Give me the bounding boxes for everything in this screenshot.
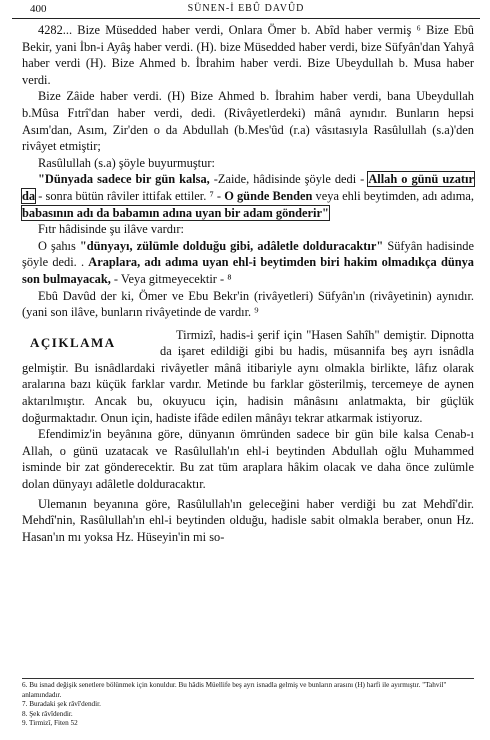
hadith-mid: -Zaide, hâdisinde şöyle dedi - — [209, 172, 369, 187]
paragraph-explanation-1: Tirmizî, hadis-i şerif için "Hasen Sahîh" demiştir. Dipnotta da işaret edildiği gibi bu hadis, müsannifa beş ayrı isnâdla gelmiştir. Bu isnâdlardaki rivâyetler mânâ itibariyle aynı olmakla birlikte, lâfız olarak aralarına bazı küçük farklar vardır. Metinde bu farklar gösterilmiş, tercemeye de aynen aktarılmıştır. Ancak bu, okuyucu için, hadisin mânâsını anlatmakta, bir güçlük doğurmaktadır. Onun için, hadiste ifâde edilen mânâyı tekrar atkarmak istiyoruz. — [22, 327, 474, 425]
running-head: SÜNEN-İ EBÛ DAVÛD — [187, 3, 305, 14]
paragraph-abu-dawud-note: Ebû Davûd der ki, Ömer ve Ebu Bekr'in (rivâyetleri) Süfyân'ın (rivâyetinin) aynıdır. (yani son ilâve, bunların rivâyetinde de vardır. ⁹ — [22, 288, 474, 320]
hadith-bold-1: "Dünyada sadece bir gün kalsa, — [38, 172, 210, 187]
footnote-8: 8. Şek râvîdendir. — [22, 709, 73, 718]
footnote-6: 6. Bu isnad değişik senetlere bölünmek için konuldur. Bu hâdis Müellife beş ayrı isnadla gelmiş ve bunların arasını (H) harfi ile ayırmıştır. "Tahvil" anlamındadır. — [22, 681, 447, 699]
page-body — [22, 22, 474, 545]
hadith-plain: veya ehli beytimden, adı adıma, — [312, 188, 474, 203]
page-header — [12, 2, 480, 19]
addition-plain-2: Süfyân hadisinde şöyle dedi. . — [22, 238, 474, 270]
footnotes — [22, 678, 474, 729]
paragraph-explanation-2: Efendimiz'in beyânına göre, dünyanın ömründen sadece bir gün bile kalsa Cenab-ı Allah, o günü uzatacak ve Rasûlullah'ın ehl-i beytinden Abdullah oğlu Muhammed isminde bir zat gönderecektir. Bu zat tüm araplara hâkim olacak ve daha önce zulümle dolan dünyayı adâletle dolduracaktır. — [22, 427, 474, 492]
page-number: 400 — [30, 3, 47, 15]
paragraph-hadith-text — [22, 171, 474, 221]
paragraph-explanation-3: Ulemanın beyanına göre, Rasûlullah'ın geleceğini haber verdiği bu zat Mehdî'dir. Mehdî'nin, Rasûlullah'ın ehl-i beytinden olduğu, hadisle sabit olmakla beraber, onun Hz. Hasan'ın mı yoksa Hz. Hüseyin'in mi so- — [22, 496, 474, 544]
addition-bold: "dünyayı, zülümle dolduğu gibi, adâletle dolduracaktır" — [79, 238, 384, 253]
hadith-after: - sonra bütün râviler ittifak ettiler. ⁷ - — [35, 188, 225, 203]
hadith-bold-3: O günde Benden — [224, 188, 313, 203]
paragraph-prophet-said: Rasûlullah (s.a) şöyle buyurmuştur: — [38, 155, 215, 170]
paragraph-hadith-chain-2: Bize Zâide haber verdi. (H) Bize Ahmed b. İbrahim haber verdi, bana Ubeydullah b.Mûsa Fıtrî'dan haber verdi, dedi. (Rivâyetlerdeki) mânâ aynıdır. Bunların hepsi Asım'dan, Asım, Zir'den o da Abdullah (b.Mes'ûd (r.a) vâsıtasıyla Rasûlullah (s.a)'den rivâyet etmiştir; — [22, 89, 474, 154]
paragraph-fitr-note: Fıtr hâdisinde şu ilâve vardır: — [38, 222, 184, 237]
footnote-7: 7. Buradaki şek râvî'dendir. — [22, 700, 101, 709]
paragraph-hadith-chain-1: 4282... Bize Müsedded haber verdi, Onlara Ömer b. Abîd haber vermiş ⁶ Bize Ebû Bekir, yani İbn-i Ayâş haber verdi. (H). bize Müsedded haber verdi, bize Süfyân'dan Yahyâ haber verdi (H). Bize Ahmed b. İbrahim haber verdi. Bize Ubeydullah b. Musa haber verdi. — [22, 23, 474, 87]
addition-bold-2: Araplara, adı adıma uyan ehl-i beytimden biri hakim olmadıkça dünya son bulmayacak, — [22, 255, 475, 286]
explanation-section — [22, 327, 474, 427]
hadith-bold-4: babasının adı da babamın adına uyan bir adam gönderir" — [22, 205, 329, 220]
addition-plain: O şahıs — [38, 238, 80, 253]
hadith-bold-2: Allah o günü uzatır da — [22, 172, 474, 203]
section-title: AÇIKLAMA — [30, 334, 116, 350]
addition-end: - Veya gitmeyecektir - ⁸ — [110, 271, 232, 286]
paragraph-addition — [22, 238, 474, 288]
footnote-9: 9. Tirmizî, Fiten 52 — [22, 719, 78, 728]
